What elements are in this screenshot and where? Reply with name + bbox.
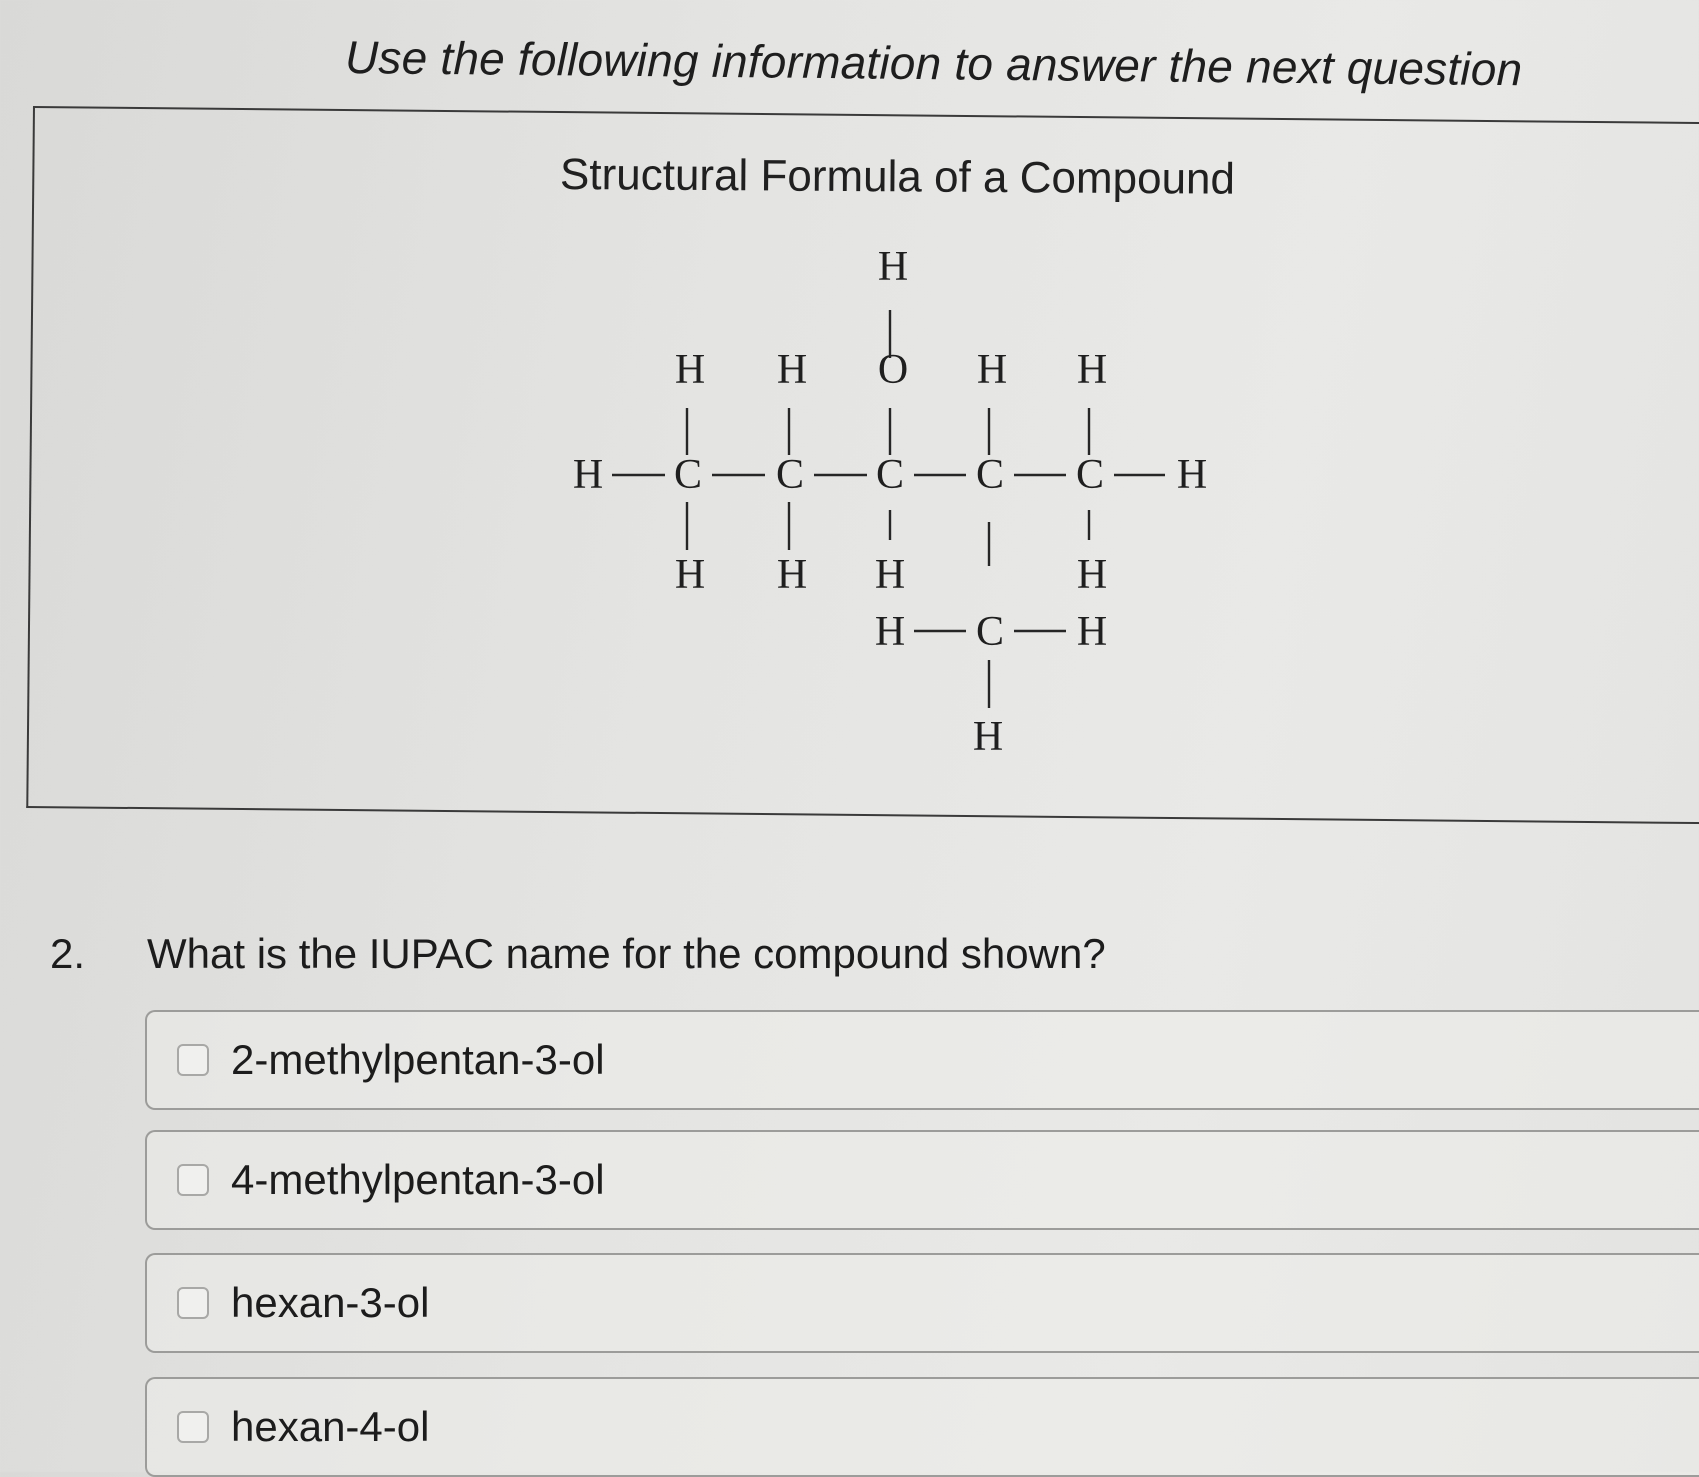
atom-h-methyl-left: H (874, 609, 906, 655)
atom-c-methyl: C (975, 609, 1005, 655)
atom-h-methyl-right: H (1076, 609, 1108, 655)
atom-h-hydroxyl: H (877, 244, 909, 290)
atom-h-c4-top: H (976, 347, 1008, 393)
answer-option-label: 4-methylpentan-3-ol (231, 1156, 605, 1203)
answer-option-label: hexan-3-ol (231, 1279, 430, 1326)
checkbox[interactable] (177, 1044, 209, 1076)
atom-o-hydroxyl: O (877, 347, 909, 393)
atom-c5: C (1075, 452, 1105, 498)
atom-h-c2-top: H (776, 347, 808, 393)
answer-option-3[interactable] (145, 1253, 1699, 1353)
answer-option-1[interactable] (145, 1010, 1699, 1110)
atom-h-c1-top: H (674, 347, 706, 393)
question-number: 2. (50, 930, 86, 977)
checkbox[interactable] (177, 1411, 209, 1443)
atom-h-c1-bottom: H (674, 552, 706, 598)
atom-c2: C (775, 452, 805, 498)
atom-h-c5-top: H (1076, 347, 1108, 393)
atom-h-methyl-bottom: H (972, 714, 1004, 760)
question-2 (50, 930, 1106, 978)
structural-formula-diagram (540, 240, 1240, 800)
checkbox[interactable] (177, 1164, 209, 1196)
atom-c3: C (875, 452, 905, 498)
atom-c1: C (673, 452, 703, 498)
atom-h-right: H (1176, 452, 1208, 498)
atom-h-c2-bottom: H (776, 552, 808, 598)
figure-title: Structural Formula of a Compound (559, 150, 1236, 204)
answer-option-label: 2-methylpentan-3-ol (231, 1036, 605, 1083)
info-instruction: Use the following information to answer the next question (344, 31, 1523, 96)
question-text: What is the IUPAC name for the compound shown? (147, 930, 1106, 977)
atom-h-c5-bottom: H (1076, 552, 1108, 598)
answer-option-label: hexan-4-ol (231, 1403, 430, 1450)
answer-option-4[interactable] (145, 1377, 1699, 1477)
atom-h-left: H (572, 452, 604, 498)
atom-c4: C (975, 452, 1005, 498)
answer-option-2[interactable] (145, 1130, 1699, 1230)
checkbox[interactable] (177, 1287, 209, 1319)
atom-h-c3-bottom: H (874, 552, 906, 598)
